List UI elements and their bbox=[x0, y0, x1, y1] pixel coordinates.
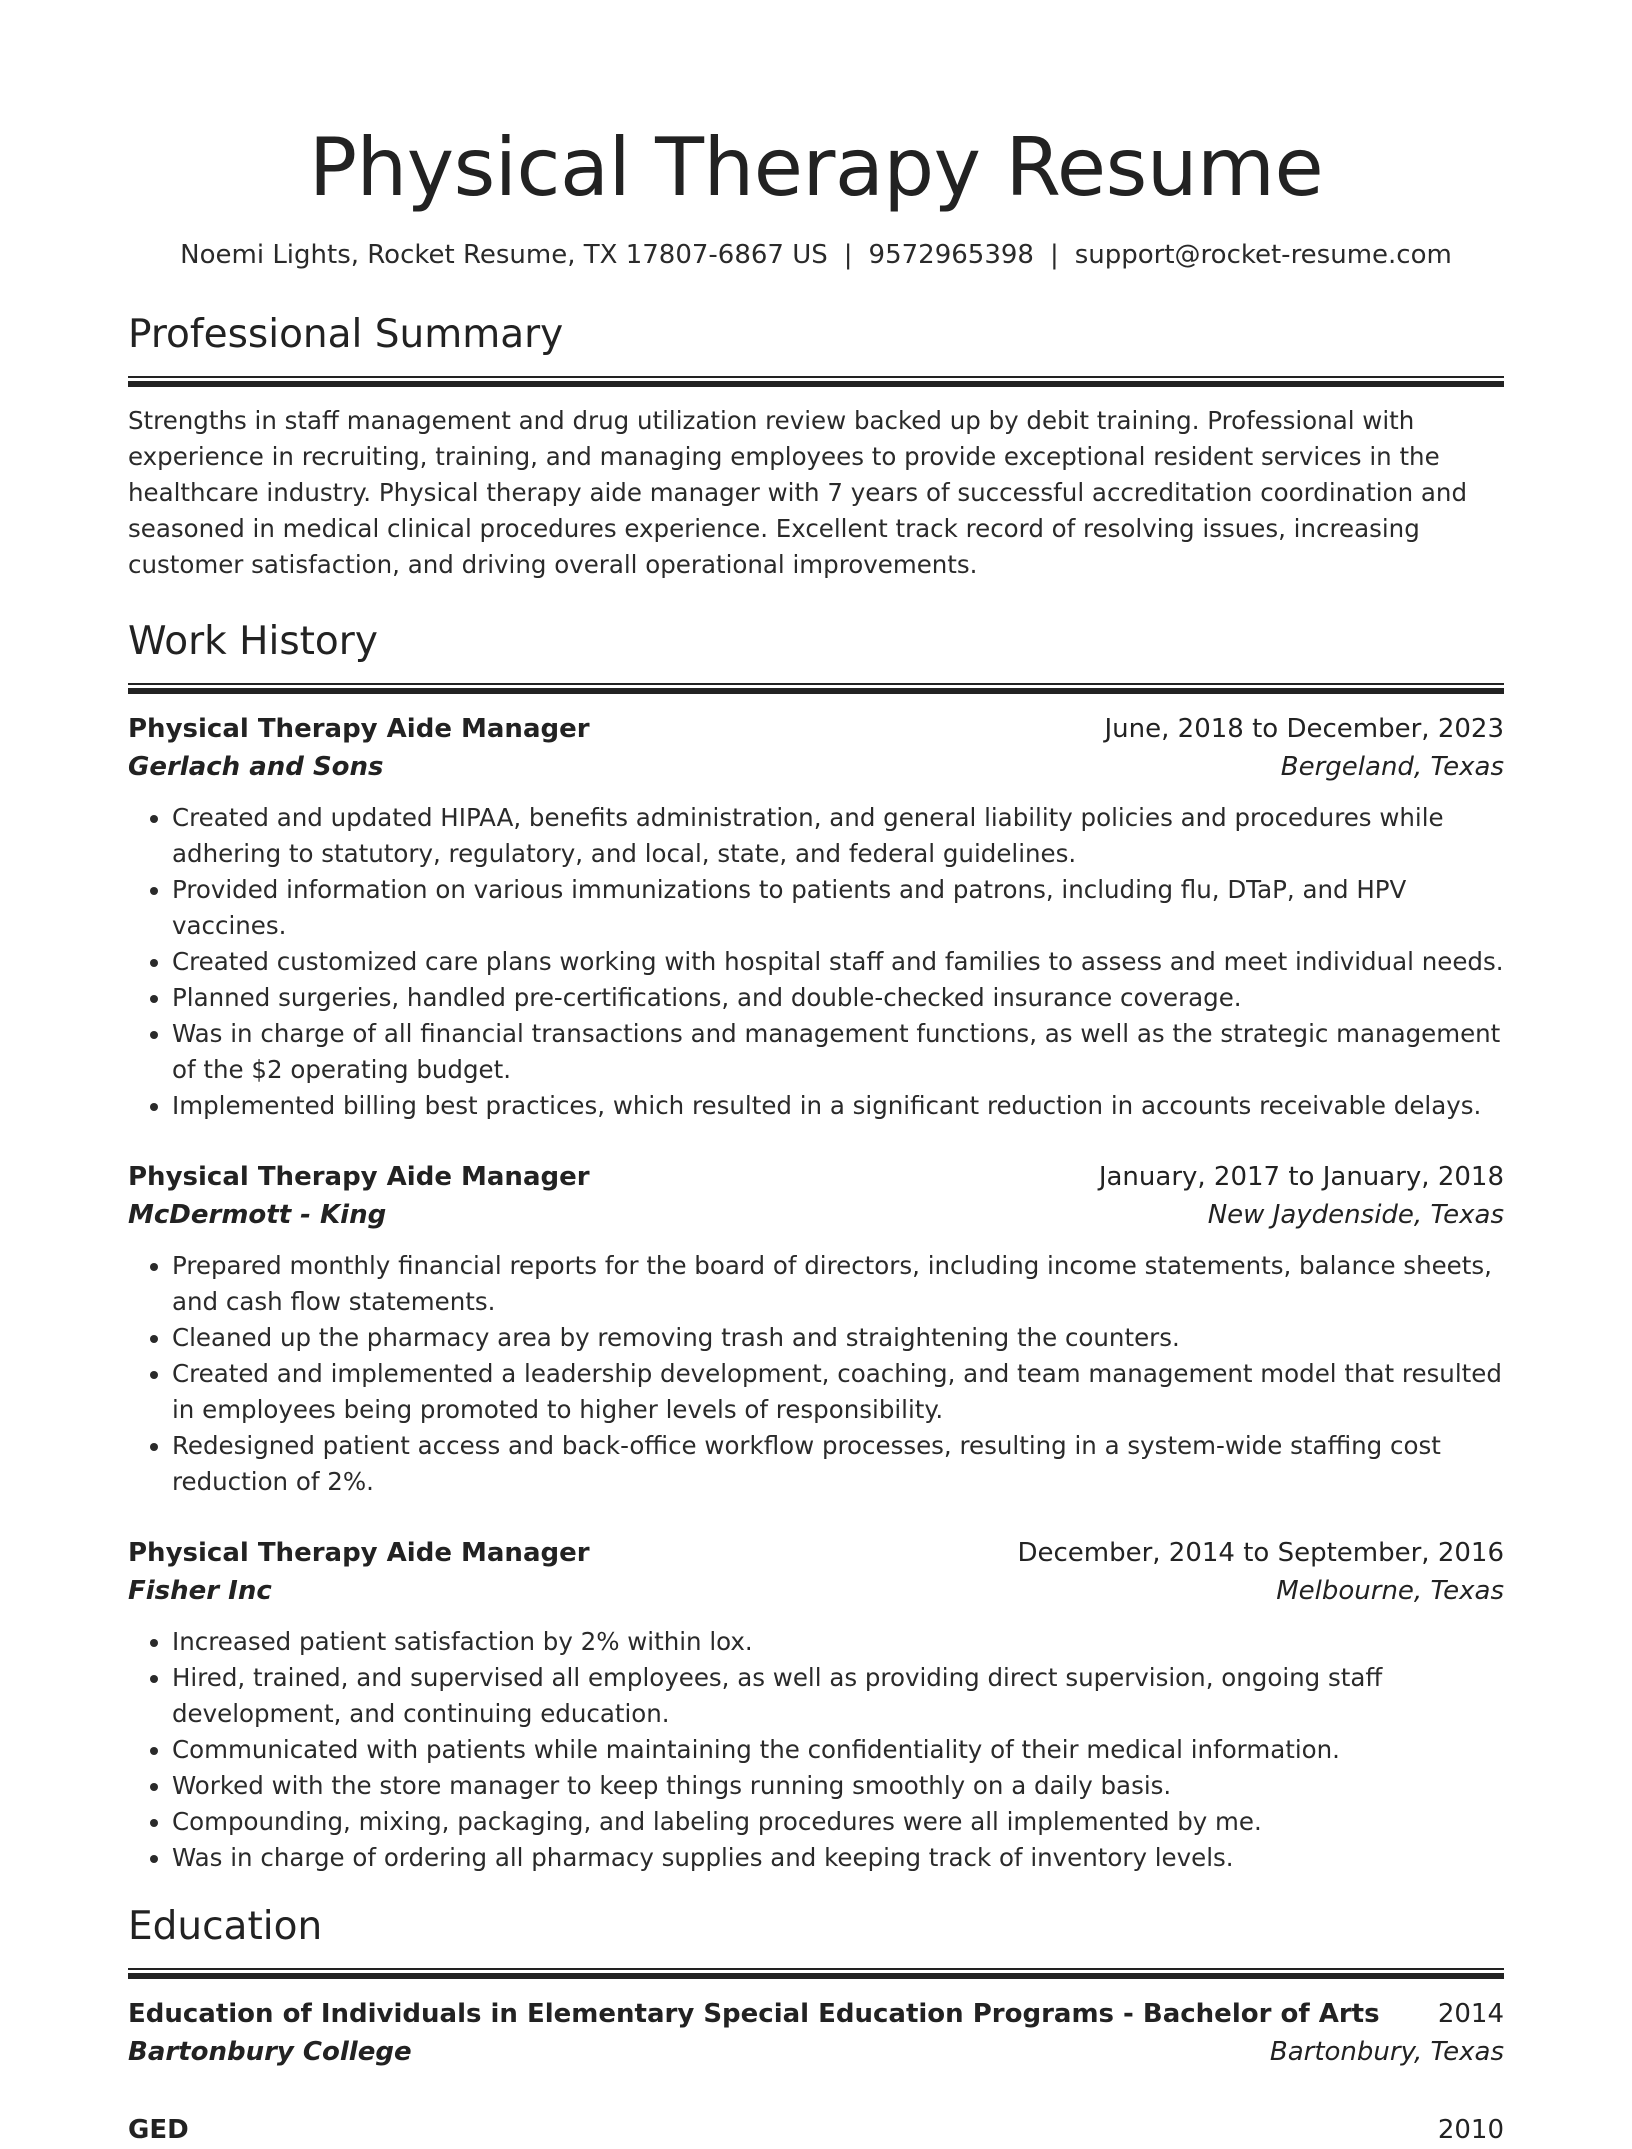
job-dates: December, 2014 to September, 2016 bbox=[1017, 1538, 1504, 1568]
summary-heading: Professional Summary bbox=[128, 312, 564, 357]
job-bullet: • Prepared monthly financial reports for the board of directors, including income statements, balance sheets, and cash flow statements. bbox=[172, 1248, 1504, 1320]
education-year: 2010 bbox=[1437, 2115, 1504, 2145]
job-location: New Jaydenside, Texas bbox=[1207, 1200, 1504, 1230]
education-entry bbox=[128, 1995, 1504, 2071]
job-header-row bbox=[128, 1534, 1504, 1572]
work-history-section bbox=[128, 617, 1504, 1876]
job-bullet: • Redesigned patient access and back-office workflow processes, resulting in a system-wide staffing cost reduction of 2%. bbox=[172, 1428, 1504, 1500]
work-history-heading: Work History bbox=[128, 619, 378, 664]
job-company-row bbox=[128, 1196, 1504, 1234]
job-company-row bbox=[128, 1572, 1504, 1610]
job-company: McDermott - King bbox=[128, 1200, 387, 1230]
job-title: Physical Therapy Aide Manager bbox=[128, 1162, 590, 1192]
contact-address: Noemi Lights, Rocket Resume, TX 17807-6867 US bbox=[180, 240, 828, 270]
contact-separator: | bbox=[843, 240, 853, 270]
job-bullet: • Planned surgeries, handled pre-certifications, and double-checked insurance coverage. bbox=[172, 980, 1504, 1016]
job-bullet: • Worked with the store manager to keep things running smoothly on a daily basis. bbox=[172, 1768, 1504, 1804]
education-header-row bbox=[128, 1995, 1504, 2033]
job-dates: January, 2017 to January, 2018 bbox=[1098, 1162, 1504, 1192]
job-bullet: • Created and implemented a leadership development, coaching, and team management model that resulted in employees being promoted to higher levels of responsibility. bbox=[172, 1356, 1504, 1428]
job-bullets bbox=[128, 1624, 1504, 1876]
job-bullet: • Communicated with patients while maintaining the confidentiality of their medical information. bbox=[172, 1732, 1504, 1768]
summary-section bbox=[128, 310, 1504, 583]
education-degree: GED bbox=[128, 2115, 189, 2145]
education-entry bbox=[128, 2111, 1504, 2149]
job-bullet: • Compounding, mixing, packaging, and labeling procedures were all implemented by me. bbox=[172, 1804, 1504, 1840]
job-bullet: • Hired, trained, and supervised all employees, as well as providing direct supervision, ongoing staff development, and continuing education. bbox=[172, 1660, 1504, 1732]
job-company-row bbox=[128, 748, 1504, 786]
job-bullet: • Increased patient satisfaction by 2% within lox. bbox=[172, 1624, 1504, 1660]
job-entry bbox=[128, 1534, 1504, 1876]
job-bullets bbox=[128, 1248, 1504, 1500]
education-header-row bbox=[128, 2111, 1504, 2149]
contact-email: support@rocket-resume.com bbox=[1074, 240, 1452, 270]
education-heading: Education bbox=[128, 1904, 323, 1949]
section-divider bbox=[128, 683, 1504, 694]
job-entry bbox=[128, 710, 1504, 1124]
job-entry bbox=[128, 1158, 1504, 1500]
job-bullet: • Was in charge of ordering all pharmacy supplies and keeping track of inventory levels. bbox=[172, 1840, 1504, 1876]
job-title: Physical Therapy Aide Manager bbox=[128, 1538, 590, 1568]
summary-text: Strengths in staff management and drug utilization review backed up by debit training. Professional with experience in recruiting, training, and managing employees to provide exceptional resident services in the healthcare industry. Physical therapy aide manager with 7 years of successful accreditation coordination and seasoned in medical clinical procedures experience. Excellent track record of resolving issues, increasing customer satisfaction, and driving overall operational improvements. bbox=[128, 406, 1467, 579]
education-school: Bartonbury College bbox=[128, 2037, 412, 2067]
job-bullet: • Provided information on various immunizations to patients and patrons, including flu, DTaP, and HPV vaccines. bbox=[172, 872, 1504, 944]
job-company: Fisher Inc bbox=[128, 1576, 272, 1606]
resume-title: Physical Therapy Resume bbox=[308, 121, 1324, 214]
job-company: Gerlach and Sons bbox=[128, 752, 384, 782]
job-bullet: • Implemented billing best practices, which resulted in a significant reduction in accounts receivable delays. bbox=[172, 1088, 1504, 1124]
contact-separator: | bbox=[1049, 240, 1059, 270]
education-school-row bbox=[128, 2033, 1504, 2071]
job-title: Physical Therapy Aide Manager bbox=[128, 714, 590, 744]
job-dates: June, 2018 to December, 2023 bbox=[1104, 714, 1504, 744]
education-location: Bartonbury, Texas bbox=[1269, 2037, 1504, 2067]
job-location: Melbourne, Texas bbox=[1276, 1576, 1504, 1606]
job-header-row bbox=[128, 1158, 1504, 1196]
job-bullet: • Was in charge of all financial transactions and management functions, as well as the strategic management of the $2 operating budget. bbox=[172, 1016, 1504, 1088]
job-bullet: • Created and updated HIPAA, benefits administration, and general liability policies and procedures while adhering to statutory, regulatory, and local, state, and federal guidelines. bbox=[172, 800, 1504, 872]
job-header-row bbox=[128, 710, 1504, 748]
contact-phone: 9572965398 bbox=[868, 240, 1034, 270]
contact-line bbox=[128, 238, 1504, 272]
education-degree: Education of Individuals in Elementary Special Education Programs - Bachelor of Arts bbox=[128, 1999, 1380, 2029]
job-bullet: • Cleaned up the pharmacy area by removing trash and straightening the counters. bbox=[172, 1320, 1504, 1356]
section-divider bbox=[128, 1968, 1504, 1979]
section-divider bbox=[128, 376, 1504, 387]
education-year: 2014 bbox=[1437, 1999, 1504, 2029]
job-bullets bbox=[128, 800, 1504, 1124]
job-location: Bergeland, Texas bbox=[1280, 752, 1504, 782]
job-bullet: • Created customized care plans working with hospital staff and families to assess and meet individual needs. bbox=[172, 944, 1504, 980]
